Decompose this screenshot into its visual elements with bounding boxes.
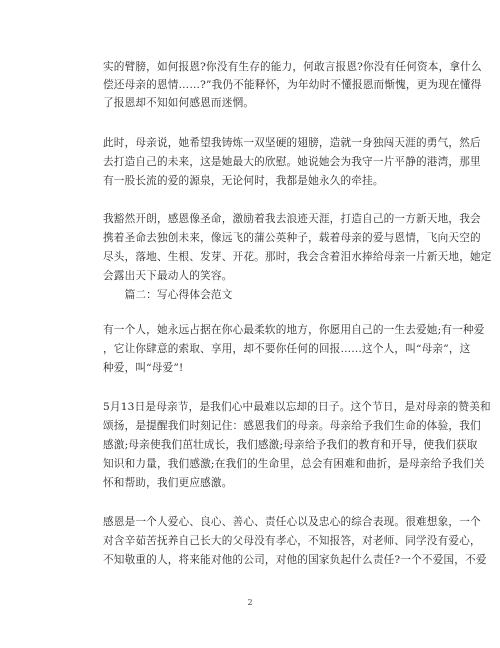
text-line: 会露出天下最动人的笑容。 [103,270,233,282]
text-line: 怀和帮助，我们更应感激。 [103,477,233,489]
text-line: 种爱，叫“母爱”! [103,362,184,374]
section-heading: 篇二：写心得体会范文 [103,289,233,301]
text-line: ，它让你肆意的索取、享用，却不要你任何的回报……这个人，叫“母亲”，这 [103,343,471,355]
text-line: 此时，母亲说，她希望我铸炼一双坚硬的翅膀，造就一身独闯天涯的勇气，然后 [103,137,481,149]
text-line: 对含辛茹苦抚养自己长大的父母没有孝心，不知报答，对老师、同学没有爱心， [103,535,481,547]
page-number: 2 [247,598,253,607]
text-line: 感激;母亲使我们茁壮成长，我们感激;母亲给予我们的教育和开导，使我们获取 [103,439,478,451]
text-line: 知识和力量，我们感激;在我们的生命里，总会有困难和曲折，是母亲给予我们关 [103,458,485,470]
text-line: 了报恩却不知如何感恩而迷惘。 [103,97,255,109]
text-line: 颂扬，是提醒我们时刻记住：感恩我们的母亲。母亲给予我们生命的体验，我们 [103,420,481,432]
text-line: 我豁然开朗，感恩像圣命，激励着我去浪迹天涯，打造自己的一方新天地，我会 [103,213,481,225]
text-line: 实的臂膀，如何报恩?你没有生存的能力，何敢言报恩?你没有任何资本，拿什么 [103,61,482,73]
text-line: 携着圣命去独创未来，像远飞的蒲公英种子，载着母亲的爱与恩情，飞向天空的 [103,232,481,244]
text-line: 偿还母亲的恩情……?”我仍不能释怀，为年幼时不懂报恩而惭愧，更为现在懂得 [103,79,482,91]
text-line: 去打造自己的未来，这是她最大的欣慰。她说她会为我守一片平静的港湾，那里 [103,156,481,168]
text-line: 不知敬重的人，将来能对他的公司，对他的国家负起什么责任?一个不爱国，不爱 [103,554,487,566]
text-line: 有一股长流的爱的源泉，无论何时，我都是她永久的牵挂。 [103,175,384,187]
text-line: 感恩是一个人爱心、良心、善心、责任心以及忠心的综合表现。很难想象，一个 [103,516,481,528]
text-line: 尽头，落地、生根、发芽、开花。那时，我会含着泪水捧给母亲一片新天地，她定 [103,251,492,263]
text-line: 有一个人，她永远占据在你心最柔软的地方，你愿用自己的一生去爱她;有一种爱 [103,324,485,336]
text-line: 5月13日是母亲节，是我们心中最难以忘却的日子。这个节日，是对母亲的赞美和 [103,401,491,413]
